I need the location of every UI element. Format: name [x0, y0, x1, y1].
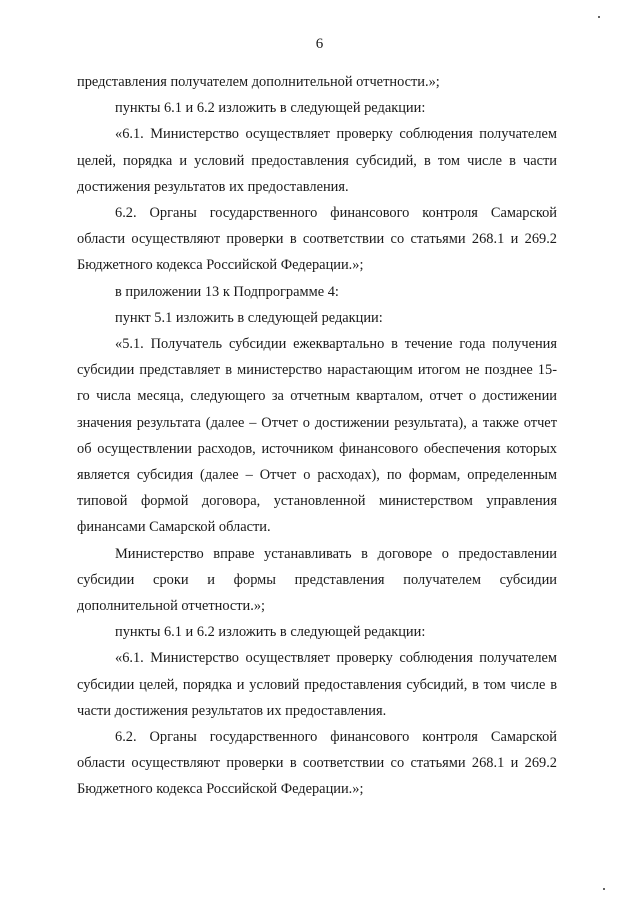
paragraph-11: 6.2. Органы государственного финансового контроля Самарской области осуществляют проверки в соответствии со статьями 268.1 и 269.2 Бюджетного кодекса Российской Федерации.»; — [77, 729, 557, 798]
paragraph-5: в приложении 13 к Подпрограмме 4: — [115, 283, 339, 300]
scan-speck — [598, 16, 600, 18]
paragraph-3: «6.1. Министерство осуществляет проверку соблюдения получателем целей, порядка и условий предоставления субсидий, в том числе в части достижения результатов их предоставления. — [77, 126, 557, 195]
paragraph-10: «6.1. Министерство осуществляет проверку соблюдения получателем субсидии целей, порядка и условий предоставления субсидий, в том числе в части достижения результатов их предоставления. — [77, 650, 557, 719]
paragraph-7: «5.1. Получатель субсидии ежеквартально в течение года получения субсидии представляет в министерство нарастающим итогом не позднее 15-го числа месяца, следующего за отчетным кварталом, отчет о достижении значения результата (далее – Отчет о достижении результата), а также отчет об осуществлении расходов, источником финансового обеспечения которых является субсидия (далее – Отчет о расходах), по формам, определенным типовой формой договора, установленной министерством управления финансами Самарской области. — [77, 336, 557, 536]
paragraph-1: представления получателем дополнительной отчетности.»; — [77, 74, 440, 90]
paragraph-6: пункт 5.1 изложить в следующей редакции: — [115, 309, 383, 326]
paragraph-4: 6.2. Органы государственного финансового контроля Самарской области осуществляют проверки в соответствии со статьями 268.1 и 269.2 Бюджетного кодекса Российской Федерации.»; — [77, 205, 557, 274]
paragraph-2: пункты 6.1 и 6.2 изложить в следующей редакции: — [115, 100, 426, 117]
document-body — [77, 69, 557, 803]
scan-speck — [603, 888, 605, 890]
page-number: 6 — [315, 36, 324, 52]
paragraph-9: пункты 6.1 и 6.2 изложить в следующей редакции: — [115, 624, 426, 641]
paragraph-8: Министерство вправе устанавливать в договоре о предоставлении субсидии сроки и формы представления получателем субсидии дополнительной отчетности.»; — [77, 545, 557, 615]
